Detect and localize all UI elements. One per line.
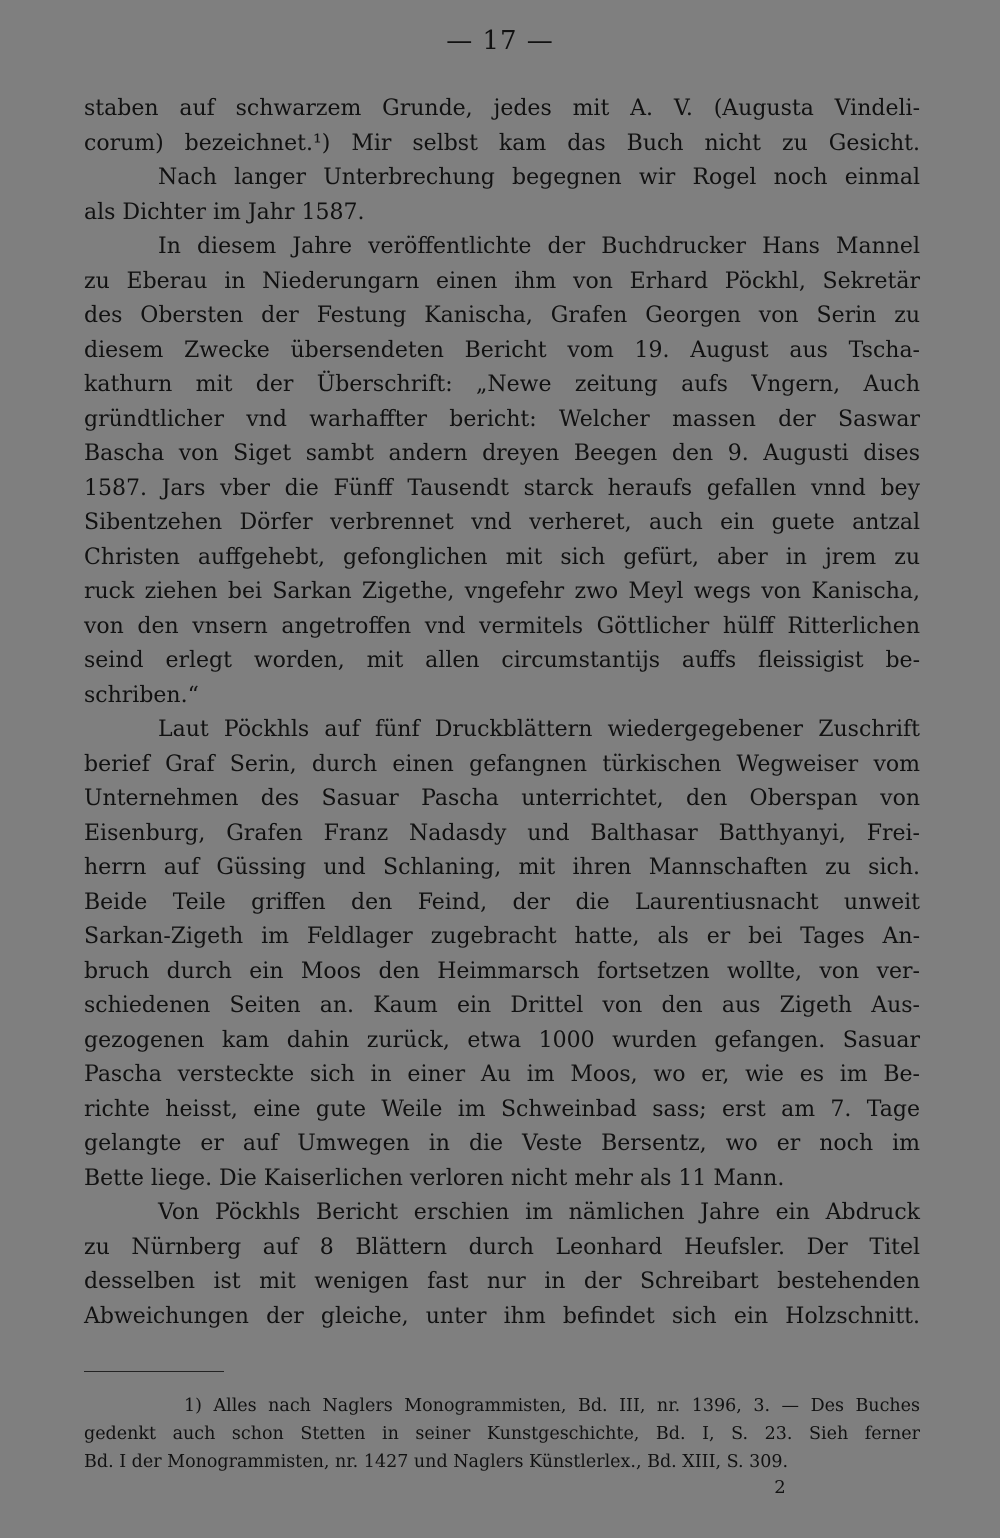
text-line: richte heisst, eine gute Weile im Schweinbad sass; erst am 7. Tage (84, 1096, 920, 1122)
text-line: Pascha versteckte sich in einer Au im Moos, wo er, wie es im Be- (84, 1062, 920, 1087)
footnotes (84, 1392, 920, 1476)
page-number-header: — 17 — (446, 26, 554, 56)
text-line: herrn auf Güssing und Schlaning, mit ihren Mannschaften zu sich. (84, 855, 920, 880)
text-line: Christen auffgehebt, gefonglichen mit sich gefürt, aber in jrem zu (84, 544, 920, 570)
text-line: staben auf schwarzem Grunde, jedes mit A. V. (Augusta Vindeli- (84, 96, 920, 121)
text-line: gelangte er auf Umwegen in die Veste Bersentz, wo er noch im (84, 1131, 920, 1156)
text-line: desselben ist mit wenigen fast nur in der Schreibart bestehenden (84, 1269, 920, 1294)
footnote-line: Bd. I der Monogrammisten, nr. 1427 und Naglers Künstlerlex., Bd. XIII, S. 309. (84, 1452, 789, 1472)
text-line: corum) bezeichnet.¹) Mir selbst kam das Buch nicht zu Gesicht. (84, 130, 920, 156)
text-line: berief Graf Serin, durch einen gefangnen türkischen Wegweiser vom (84, 751, 920, 777)
text-line: ruck ziehen bei Sarkan Zigethe, vngefehr zwo Meyl wegs von Kanischa, (84, 579, 920, 604)
text-line: Eisenburg, Grafen Franz Nadasdy und Balthasar Batthyanyi, Frei- (84, 820, 920, 846)
text-line: gründtlicher vnd warhaffter bericht: Welcher massen der Saswar (84, 406, 920, 432)
text-line: Sarkan-Zigeth im Feldlager zugebracht hatte, als er bei Tages An- (84, 924, 920, 949)
text-line: gezogenen kam dahin zurück, etwa 1000 wurden gefangen. Sasuar (84, 1027, 920, 1053)
text-line: 1587. Jars vber die Fünff Tausendt starck heraufs gefallen vnnd bey (84, 475, 920, 501)
text-line: Nach langer Unterbrechung begegnen wir Rogel noch einmal (158, 165, 920, 190)
text-line: seind erlegt worden, mit allen circumstantijs auffs fleissigist be- (84, 648, 920, 673)
footnote-divider (84, 1371, 224, 1372)
body-text (84, 92, 920, 1334)
text-line: Beide Teile griffen den Feind, der die Laurentiusnacht unweit (84, 889, 920, 915)
text-line: zu Nürnberg auf 8 Blättern durch Leonhard Heufsler. Der Titel (84, 1234, 920, 1260)
text-line: schiedenen Seiten an. Kaum ein Drittel von den aus Zigeth Aus- (84, 993, 920, 1018)
text-line: Bascha von Siget sambt andern dreyen Beegen den 9. Augusti dises (84, 441, 920, 466)
text-line: des Obersten der Festung Kanischa, Grafen Georgen von Serin zu (84, 303, 920, 328)
text-line: als Dichter im Jahr 1587. (84, 199, 365, 225)
text-line: kathurn mit der Überschrift: „Newe zeitung aufs Vngern, Auch (84, 372, 920, 397)
footnote-line: gedenkt auch schon Stetten in seiner Kunstgeschichte, Bd. I, S. 23. Sieh ferner (84, 1424, 920, 1444)
text-line: schriben.“ (84, 682, 199, 708)
text-line: Von Pöckhls Bericht erschien im nämlichen Jahre ein Abdruck (158, 1200, 920, 1225)
text-line: In diesem Jahre veröffentlichte der Buchdrucker Hans Mannel (158, 234, 920, 259)
text-line: Laut Pöckhls auf fünf Druckblättern wiedergegebener Zuschrift (158, 717, 920, 742)
text-line: Sibentzehen Dörfer verbrennet vnd verheret, auch ein guete antzal (84, 510, 920, 535)
text-line: Bette liege. Die Kaiserlichen verloren nicht mehr als 11 Mann. (84, 1165, 785, 1191)
footnote-line: 1) Alles nach Naglers Monogrammisten, Bd. III, nr. 1396, 3. — Des Buches (184, 1396, 920, 1416)
signature-mark: 2 (774, 1477, 786, 1498)
text-line: diesem Zwecke übersendeten Bericht vom 19. August aus Tscha- (84, 337, 920, 363)
text-line: bruch durch ein Moos den Heimmarsch fortsetzen wollte, von ver- (84, 958, 920, 984)
text-line: zu Eberau in Niederungarn einen ihm von Erhard Pöckhl, Sekretär (84, 268, 920, 294)
text-line: Unternehmen des Sasuar Pascha unterrichtet, den Oberspan von (84, 786, 920, 811)
text-line: von den vnsern angetroffen vnd vermitels Göttlicher hülff Ritterlichen (84, 613, 920, 639)
text-line: Abweichungen der gleiche, unter ihm befindet sich ein Holzschnitt. (84, 1303, 920, 1329)
